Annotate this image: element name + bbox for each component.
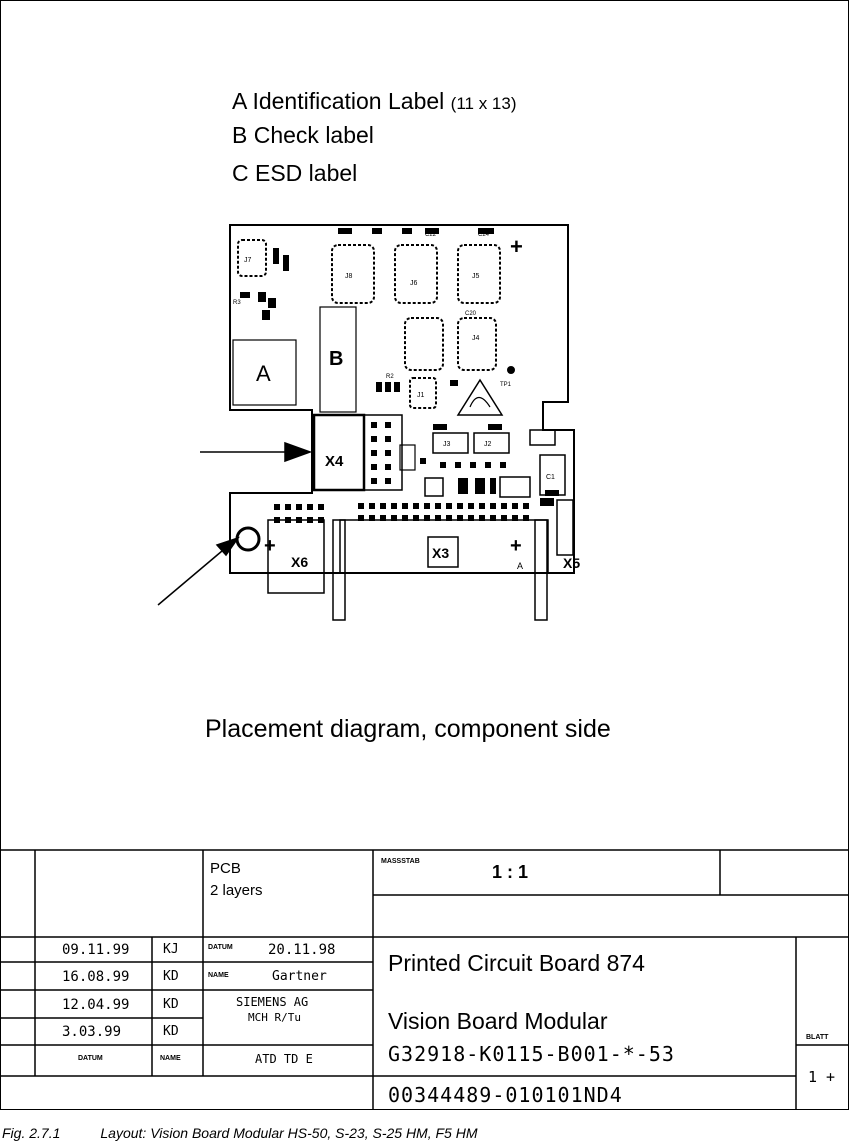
ic-j7 [238,240,266,276]
label-r3: R3 [233,300,241,306]
company: SIEMENS AG [236,995,309,1009]
figure-text: Layout: Vision Board Modular HS-50, S-23, S-25 HM, F5 HM [100,1125,478,1141]
x4-pin-header [371,422,391,484]
rev-name-2: KD [163,969,179,984]
label-j4: J4 [472,335,480,342]
name-value: Gartner [272,969,327,984]
datum-label: DATUM [208,944,233,951]
label-c1: C1 [546,474,555,481]
legend-b: B Check label [232,122,374,148]
label-x5: X5 [563,555,581,571]
board-subtitle: Vision Board Modular [388,1008,608,1034]
legend-c: C ESD label [232,160,358,186]
label-x4: X4 [325,453,344,470]
label-c24: C24 [478,232,490,238]
atd-label: ATD TD E [255,1052,313,1066]
legend-a: A Identification Label (11 x 13) [232,88,517,114]
jumper-j2 [474,433,509,453]
ic-j4 [458,318,496,370]
pcb-label: PCB [210,860,241,877]
datum-value: 20.11.98 [268,942,336,958]
plus-x3: + [510,535,522,557]
plus-x6: + [264,535,276,557]
ic-j8 [332,245,374,303]
x3-pin-row [358,503,529,521]
rev-date-4: 3.03.99 [62,1024,122,1040]
label-j1: J1 [417,392,425,399]
label-c22: C22 [425,232,437,238]
figure-number: Fig. 2.7.1 [2,1125,61,1141]
label-j5: J5 [472,273,480,280]
drawing-number: G32918-K0115-B001-*-53 [388,1042,675,1066]
label-tp1: TP1 [500,382,512,388]
label-a: A [256,361,271,386]
rev-date-3: 12.04.99 [62,997,130,1013]
board-title: Printed Circuit Board 874 [388,950,645,976]
fiducial-circle [237,528,259,550]
connector-x5-box [557,500,573,555]
label-j3: J3 [443,441,451,448]
jumper-j3 [433,433,468,453]
diagram-subtitle: Placement diagram, component side [205,715,611,743]
rev-name-4: KD [163,1024,179,1039]
rev-date-1: 09.11.99 [62,942,130,958]
sheet-number: 1 + [808,1068,836,1086]
label-j2: J2 [484,441,492,448]
blatt-label: BLATT [806,1034,829,1041]
ic-j6 [395,245,437,303]
rev-header-name: NAME [160,1055,181,1062]
name-label: NAME [208,972,229,979]
department: MCH R/Tu [248,1011,301,1024]
label-j6: J6 [410,280,418,287]
label-j8: J8 [345,273,353,280]
label-x6: X6 [291,554,309,570]
rev-name-3: KD [163,997,179,1012]
plus-top: + [510,234,523,259]
ic-j9 [405,318,443,370]
scale-value: 1 : 1 [492,862,529,882]
rev-date-2: 16.08.99 [62,969,130,985]
document-number: 00344489-010101ND4 [388,1083,623,1107]
label-b: B [329,348,344,370]
arrow-to-fiducial [158,551,222,605]
massstab-label: MASSSTAB [381,858,420,865]
label-x3: X3 [432,545,450,561]
rev-name-1: KJ [163,942,179,957]
layers-label: 2 layers [210,882,263,899]
label-c20: C20 [465,311,477,317]
label-a-small: A [517,561,524,571]
rev-header-date: DATUM [78,1055,103,1062]
label-r2: R2 [386,374,394,380]
label-j7: J7 [244,257,252,264]
figure-caption [2,1125,478,1141]
